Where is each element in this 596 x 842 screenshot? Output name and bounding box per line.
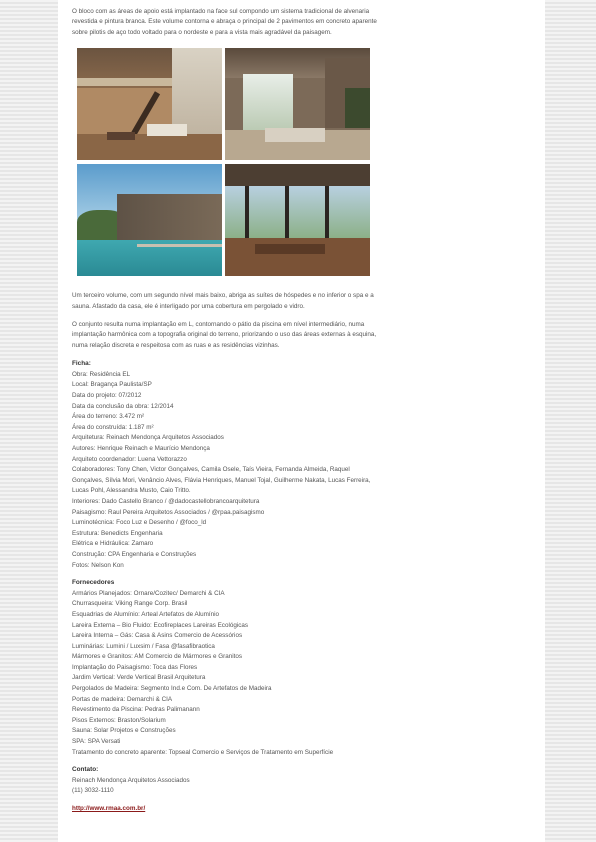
fornecedor-line: Mármores e Granitos: AM Comercio de Mármores e Granitos [72, 653, 243, 661]
article-content [72, 7, 378, 822]
fornecedor-line: Lareira Interna – Gás: Casa & Asins Comercio de Acessórios [72, 632, 243, 640]
photo-exterior-pool[interactable] [77, 164, 222, 276]
ficha-line: Área do construída: 1.187 m² [72, 423, 154, 431]
ficha-line: Paisagismo: Raul Pereira Arquitetos Associados / @rpaa.paisagismo [72, 508, 265, 516]
ficha-line: Obra: Residência EL [72, 370, 131, 378]
photo-double-height-interior[interactable] [225, 48, 370, 160]
paragraph-guest-suites: Um terceiro volume, com um segundo nível mais baixo, abriga as suítes de hóspedes e no inferior o spa e a sauna. Afastado da casa, ele é interligado por uma cobertura em pergolado e vidro. [72, 292, 374, 310]
article-page [58, 0, 545, 842]
contato-heading: Contato: [72, 766, 99, 774]
fornecedor-line: Pisos Externos: Braston/Solarium [72, 716, 166, 724]
ficha-line: Arquiteto coordenador: Luena Vettorazzo [72, 455, 187, 463]
fornecedor-line: Portas de madeira: Demarchi & CIA [72, 695, 173, 703]
contato-phone: (11) 3032-1110 [72, 787, 114, 795]
photo-living-view[interactable] [225, 164, 370, 276]
fornecedor-line: Sauna: Solar Projetos e Construções [72, 727, 176, 735]
ficha-line: Autores: Henrique Reinach e Maurício Mendonça [72, 445, 210, 452]
ficha-line: Luminotécnica: Foco Luz e Desenho / @foco_ld [72, 519, 207, 527]
fornecedor-line: Revestimento da Piscina: Pedras Palimanann [72, 706, 200, 714]
photo-gallery [77, 48, 369, 276]
fornecedor-line: Tratamento do concreto aparente: Topseal Comercio e Serviços de Tratamento em Superfície [72, 748, 334, 756]
fornecedor-line: Armários Planejados: Ornare/Cozitec/ Demarchi & CIA [72, 589, 225, 597]
fornecedor-line: Jardim Vertical: Verde Vertical Brasil Arquitetura [72, 674, 206, 682]
fornecedor-line: Churrasqueira: Viking Range Corp. Brasil [72, 600, 188, 608]
fornecedores-section [72, 578, 378, 758]
fornecedores-heading: Fornecedores [72, 579, 115, 587]
ficha-line: Estrutura: Benedicts Engenharia [72, 529, 163, 537]
fornecedor-line: SPA: SPA Versati [72, 738, 121, 746]
contato-website-link[interactable]: http://www.rmaa.com.br/ [72, 805, 146, 812]
ficha-line: Arquitetura: Reinach Mendonça Arquitetos Associados [72, 434, 224, 442]
ficha-line: Local: Bragança Paulista/SP [72, 381, 152, 389]
intro-paragraph: O bloco com as áreas de apoio está implantado na face sul compondo um sistema tradicional de alvenaria revestida e pintura branca. Este volume contorna e abraça o principal de 2 pavimentos em concreto aparente sobre pilotis de aço todo voltado para o nordeste e para a vista mais agradável da paisagem. [72, 8, 377, 36]
fornecedor-line: Lareira Externa – Bio Fluido: Ecofireplaces Lareiras Ecológicas [72, 621, 249, 629]
fornecedor-line: Implantação do Paisagismo: Toca das Flores [72, 663, 198, 671]
ficha-heading: Ficha: [72, 360, 91, 368]
ficha-line: Data do projeto: 07/2012 [72, 392, 142, 400]
ficha-line: Área do terreno: 3.472 m² [72, 413, 145, 421]
ficha-section [72, 359, 378, 571]
paragraph-implantation: O conjunto resulta numa implantação em L, contornando o pátio da piscina em nível intermediário, numa implantação harmônica com a topografia original do terreno, priorizando o uso das áreas externas à esquina, numa relação discreta e respeitosa com as ruas e as residências vizinhas. [72, 321, 377, 349]
ficha-line: Fotos: Nelson Kon [72, 561, 124, 569]
ficha-collaborators: Colaboradores: Tony Chen, Victor Gonçalves, Camila Osele, Taís Vieira, Fernanda Almeida, Raquel Gonçalves, Sílvia Mori, Venâncio Alves, Flávia Henriques, Manuel Tojal, Guilherme Nakata, Lucas Ferreira, Lucas Pohl, Alessandra Musto, Caio Tritto. [72, 466, 371, 495]
fornecedor-line: Luminárias: Lumini / Luxsim / Fasa @fasafibraotica [72, 642, 215, 650]
ficha-line: Construção: CPA Engenharia e Construções [72, 550, 197, 558]
ficha-line: Interiores: Dado Castello Branco / @dadocastellobrancoarquitetura [72, 497, 260, 505]
ficha-line: Elétrica e Hidráulica: Zamaro [72, 540, 154, 548]
ficha-line: Data da conclusão da obra: 12/2014 [72, 402, 174, 410]
contato-section [72, 765, 378, 815]
contato-name: Reinach Mendonça Arquitetos Associados [72, 776, 190, 784]
fornecedor-line: Esquadrias de Alumínio: Arteal Artefatos de Alumínio [72, 610, 220, 618]
photo-living-room[interactable] [77, 48, 222, 160]
fornecedor-line: Pergolados de Madeira: Segmento Ind.e Com. De Artefatos de Madeira [72, 685, 272, 693]
